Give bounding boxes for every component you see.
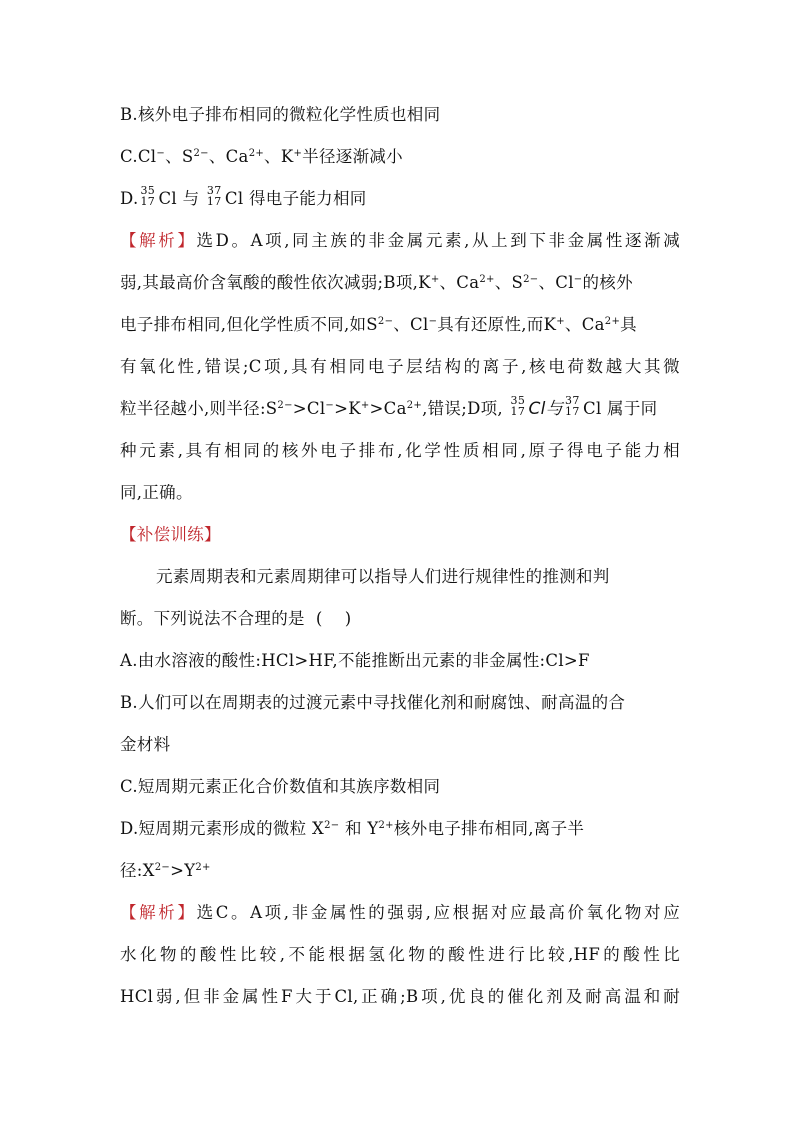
analysis2-line2: 水化物的酸性比较,不能根据氢化物的酸性进行比较,HF的酸性比	[120, 945, 680, 964]
isotope-notation	[139, 185, 159, 209]
isotope-notation	[563, 395, 583, 419]
charge: +	[293, 148, 303, 159]
text: 选D。A项,同主族的非金属元素,从上到下非金属性逐渐减	[196, 231, 681, 250]
text: 、S	[494, 273, 524, 292]
charge: 2−	[377, 316, 394, 327]
text: 、S	[165, 147, 194, 166]
analysis-tag: 【解析】	[120, 903, 197, 922]
atomic-number: 17	[510, 405, 526, 418]
text: 弱,其最高价含氧酸的酸性依次减弱;B项,K	[120, 273, 431, 292]
text: 、Ca	[564, 315, 605, 334]
text: 半径逐渐减小	[302, 147, 403, 166]
charge: 2−	[277, 400, 293, 411]
practice-tag: 【补偿训练】	[120, 525, 221, 544]
element: Cl	[158, 189, 178, 208]
practice-option-b-line1: B.人们可以在周期表的过渡元素中寻找催化剂和耐腐蚀、耐高温的合	[120, 693, 626, 712]
analysis2-line1	[120, 892, 680, 934]
charge: −	[573, 274, 583, 285]
practice-option-d-line1	[120, 808, 680, 850]
mass-number: 35	[510, 394, 526, 407]
text: 、Cl	[393, 315, 429, 334]
charge: 2+	[248, 148, 265, 159]
mass-number: 37	[565, 394, 580, 407]
charge: 2−	[154, 862, 171, 873]
practice-stem-line2: 断。下列说法不合理的是 ( )	[120, 609, 352, 628]
charge: −	[156, 148, 166, 159]
text: D.	[120, 189, 139, 208]
text: 具	[620, 315, 637, 334]
text: 粒半径越小,则半径:S	[120, 399, 278, 418]
charge: −	[428, 316, 438, 327]
text: Cl与	[528, 399, 564, 419]
text: >Ca	[369, 399, 407, 418]
text: 选C。A项,非金属性的强弱,应根据对应最高价氧化物对应	[196, 903, 680, 922]
text: >K	[334, 399, 361, 418]
text: Cl 属于同	[583, 399, 658, 418]
practice-option-d-line2	[120, 850, 680, 892]
text: 、K	[264, 147, 294, 166]
charge: +	[430, 274, 440, 285]
analysis1-line3	[120, 304, 680, 346]
q1-option-d	[120, 178, 680, 220]
practice-option-b-line2: 金材料	[120, 735, 171, 754]
charge: −	[325, 400, 335, 411]
q1-option-c	[120, 136, 680, 178]
text: 、Ca	[208, 147, 249, 166]
analysis1-line5	[120, 388, 680, 430]
charge: 2−	[193, 148, 209, 159]
text: 核外电子排布相同,离子半	[393, 819, 585, 838]
charge: 2+	[406, 400, 423, 411]
element: Cl	[224, 189, 244, 208]
mass-number: 37	[206, 184, 222, 197]
practice-stem-line1: 元素周期表和元素周期律可以指导人们进行规律性的推测和判	[156, 567, 610, 586]
analysis2-line3: HCl弱,但非金属性F大于Cl,正确;B项,优良的催化剂及耐高温和耐	[120, 987, 680, 1006]
charge: 2−	[324, 820, 340, 831]
isotope-notation	[509, 395, 529, 419]
analysis1-line2	[120, 262, 680, 304]
analysis1-line4: 有氧化性,错误;C项,具有相同电子层结构的离子,核电荷数越大其微	[120, 357, 680, 376]
practice-option-c: C.短周期元素正化合价数值和其族序数相同	[120, 777, 441, 796]
text: >Y	[170, 861, 196, 880]
charge: 2+	[378, 820, 394, 831]
mass-number: 35	[140, 184, 156, 197]
atomic-number: 17	[140, 195, 156, 208]
text: 径:X	[120, 861, 155, 880]
analysis1-line6: 种元素,具有相同的核外电子排布,化学性质相同,原子得电子能力相	[120, 441, 680, 460]
analysis1-line7: 同,正确。	[120, 483, 193, 502]
text: 具有还原性,而K	[437, 315, 557, 334]
q1-option-b: B.核外电子排布相同的微粒化学性质也相同	[120, 105, 441, 124]
analysis-tag: 【解析】	[120, 231, 197, 250]
analysis1-line1	[120, 220, 680, 262]
charge: 2+	[195, 862, 211, 873]
atomic-number: 17	[565, 405, 580, 418]
text: D.短周期元素形成的微粒 X	[120, 819, 325, 838]
practice-option-a: A.由水溶液的酸性:HCl>HF,不能推断出元素的非金属性:Cl>F	[120, 651, 590, 670]
text: 、Ca	[439, 273, 480, 292]
charge: 2+	[604, 316, 621, 327]
text: ,错误;D项,	[422, 399, 503, 418]
text: C.Cl	[120, 147, 157, 166]
text: 电子排布相同,但化学性质不同,如S	[120, 315, 378, 334]
document-page	[120, 94, 680, 1018]
text: 、Cl	[538, 273, 574, 292]
text: 的核外	[582, 273, 633, 292]
text: 和 Y	[344, 819, 379, 838]
text: 得电子能力相同	[248, 189, 367, 208]
charge: +	[360, 400, 370, 411]
charge: 2−	[523, 274, 539, 285]
text: 与	[182, 189, 200, 208]
charge: 2+	[479, 274, 495, 285]
text: >Cl	[292, 399, 326, 418]
isotope-notation	[205, 185, 225, 209]
atomic-number: 17	[206, 195, 222, 208]
charge: +	[556, 316, 565, 327]
